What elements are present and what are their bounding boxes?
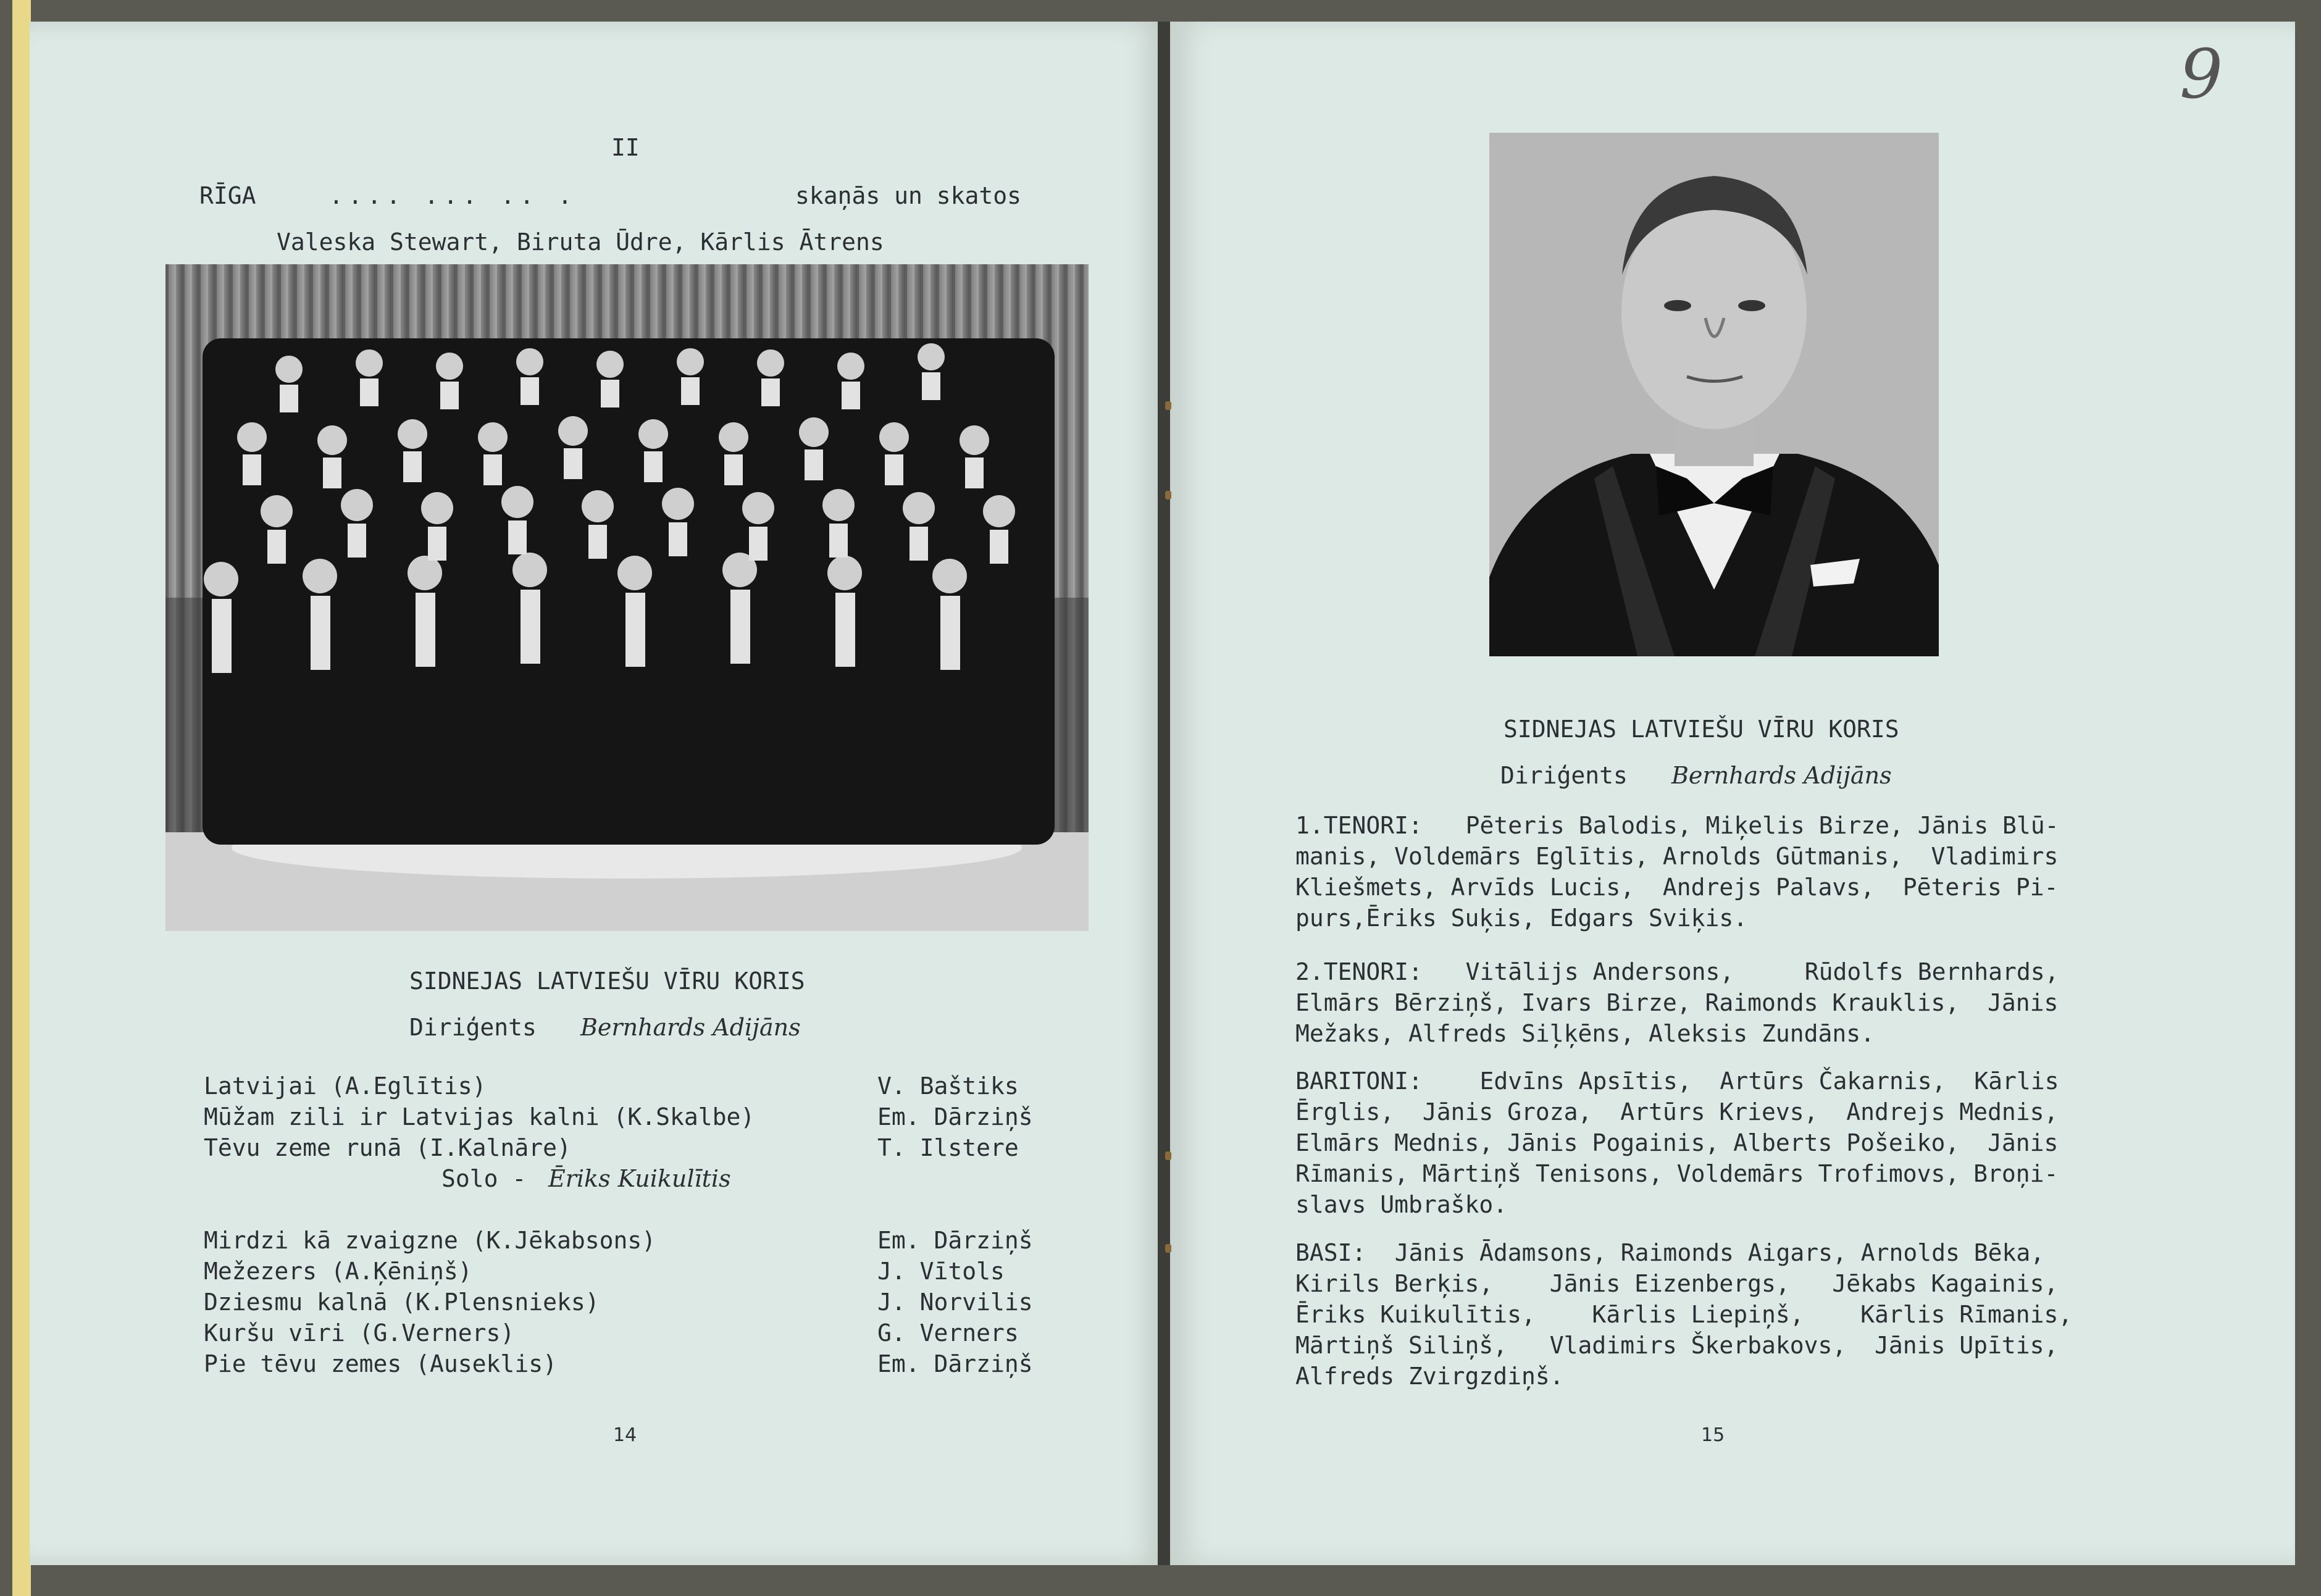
voice-section-line: Mežaks, Alfreds Siļķēns, Aleksis Zundāns.	[1295, 1020, 1875, 1047]
page-number: 15	[1701, 1424, 1725, 1446]
staple	[1165, 1244, 1171, 1253]
program-composer: V. Baštiks	[877, 1072, 1019, 1100]
solo-name: Ēriks Kuikulītis	[548, 1165, 731, 1192]
program-composer: Em. Dārziņš	[877, 1227, 1033, 1254]
program-song: Kuršu vīri (G.Verners)	[204, 1319, 515, 1347]
program-composer: J. Norvilis	[877, 1289, 1033, 1316]
program-song: Pie tēvu zemes (Auseklis)	[204, 1350, 557, 1377]
conductor-name: Bernhards Adijāns	[580, 1014, 801, 1041]
voice-section-line: Vitālijs Andersons, Rūdolfs Bernhards,	[1423, 958, 2059, 985]
voice-section-line: Rīmanis, Mārtiņš Tenisons, Voldemārs Trofimovs, Broņi-	[1295, 1160, 2059, 1187]
program-composer: G. Verners	[877, 1319, 1019, 1347]
program-composer: J. Vītols	[877, 1258, 1005, 1285]
staple	[1165, 401, 1171, 410]
right-page	[1170, 22, 2295, 1565]
solo-label: Solo -	[441, 1165, 527, 1192]
song-title-subtitle: skaņās un skatos	[795, 182, 1022, 209]
voice-section-label: BARITONI:	[1295, 1067, 1423, 1095]
voice-section-line: slavs Umbraško.	[1295, 1191, 1508, 1218]
song-title: RĪGA	[199, 182, 256, 209]
page-number: 14	[613, 1424, 637, 1446]
voice-section-label: 1.TENORI:	[1295, 812, 1423, 839]
performers: Valeska Stewart, Biruta Ūdre, Kārlis Ātrens	[277, 228, 884, 256]
choir-name: SIDNEJAS LATVIEŠU VĪRU KORIS	[409, 967, 805, 995]
voice-section-line: Elmārs Bērziņš, Ivars Birze, Raimonds Krauklis, Jānis	[1295, 989, 2059, 1016]
song-title-dots: .... ... .. .	[329, 182, 577, 209]
voice-section-line: Ērglis, Jānis Groza, Artūrs Krievs, Andrejs Mednis,	[1295, 1098, 2059, 1126]
program-song: Tēvu zeme runā (I.Kalnāre)	[204, 1134, 571, 1161]
voice-section-line: Pēteris Balodis, Miķelis Birze, Jānis Blū-	[1423, 812, 2059, 839]
program-composer: Em. Dārziņš	[877, 1350, 1033, 1377]
voice-section-line: Kirils Berķis, Jānis Eizenbergs, Jēkabs Kagainis,	[1295, 1270, 2059, 1297]
staple	[1165, 491, 1171, 499]
staple	[1165, 1151, 1171, 1160]
program-song: Dziesmu kalnā (K.Plensnieks)	[204, 1289, 600, 1316]
program-song: Mūžam zili ir Latvijas kalni (K.Skalbe)	[204, 1103, 755, 1130]
voice-section-line: manis, Voldemārs Eglītis, Arnolds Gūtmanis, Vladimirs	[1295, 843, 2059, 870]
conductor-label: Diriģents	[409, 1014, 537, 1041]
handwritten-page-number: 9	[2180, 35, 2223, 114]
voice-section-label: BASI:	[1295, 1239, 1366, 1266]
program-composer: T. Ilstere	[877, 1134, 1019, 1161]
choir-group-photo	[165, 264, 1089, 931]
conductor-label: Diriģents	[1500, 762, 1628, 789]
voice-section-line: Edvīns Apsītis, Artūrs Čakarnis, Kārlis	[1423, 1067, 2059, 1095]
left-page	[30, 22, 1166, 1565]
program-song: Mirdzi kā zvaigzne (K.Jēkabsons)	[204, 1227, 656, 1254]
voice-section-line: Jānis Ādamsons, Raimonds Aigars, Arnolds Bēka,	[1366, 1239, 2045, 1266]
voice-section-line: Kliešmets, Arvīds Lucis, Andrejs Palavs, Pēteris Pi-	[1295, 874, 2059, 901]
choir-name: SIDNEJAS LATVIEŠU VĪRU KORIS	[1503, 716, 1899, 743]
voice-section-line: Ēriks Kuikulītis, Kārlis Liepiņš, Kārlis Rīmanis,	[1295, 1301, 2073, 1328]
voice-section-line: Alfreds Zvirgzdiņš.	[1295, 1363, 1564, 1390]
voice-section-line: purs,Ēriks Suķis, Edgars Sviķis.	[1295, 905, 1748, 932]
voice-section-line: Elmārs Mednis, Jānis Pogainis, Alberts Pošeiko, Jānis	[1295, 1129, 2059, 1156]
booklet-spine-edge	[12, 0, 31, 1596]
program-song: Latvijai (A.Eglītis)	[204, 1072, 487, 1100]
program-song: Mežezers (A.Ķēniņš)	[204, 1258, 472, 1285]
conductor-portrait-photo	[1489, 133, 1939, 656]
voice-section-label: 2.TENORI:	[1295, 958, 1423, 985]
program-composer: Em. Dārziņš	[877, 1103, 1033, 1130]
voice-section-line: Mārtiņš Siliņš, Vladimirs Škerbakovs, Jānis Upītis,	[1295, 1332, 2059, 1359]
conductor-name: Bernhards Adijāns	[1671, 762, 1892, 789]
section-number: II	[611, 134, 640, 161]
